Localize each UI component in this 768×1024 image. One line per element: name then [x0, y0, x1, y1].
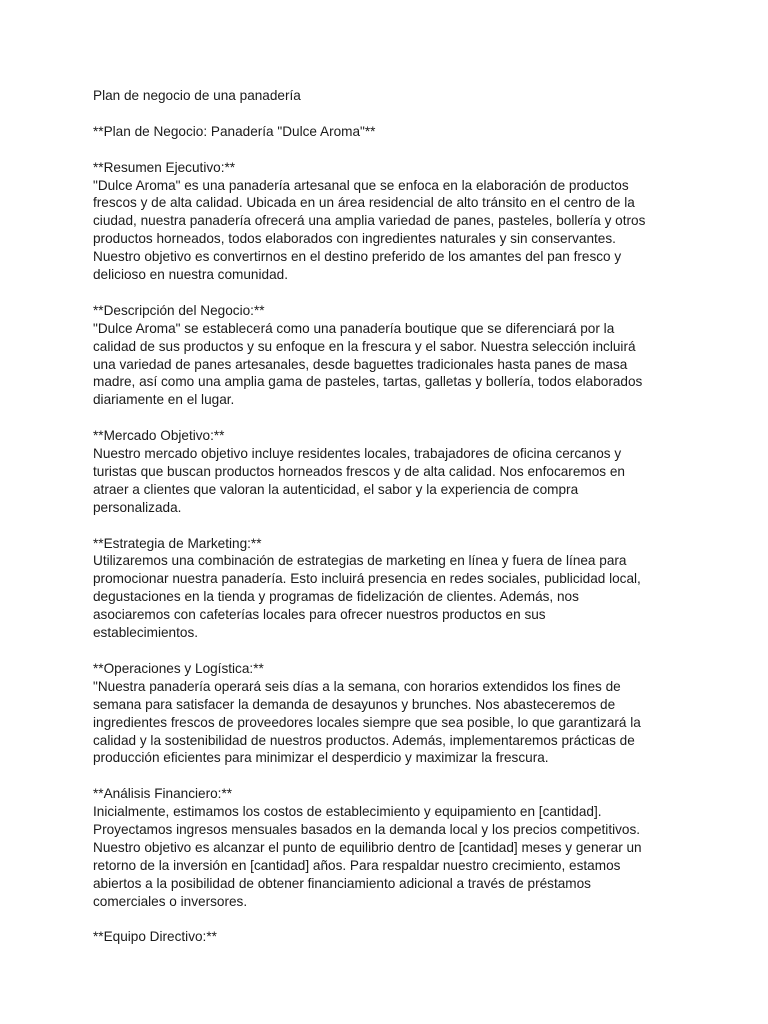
plan-heading-block — [93, 123, 653, 141]
section-body: "Dulce Aroma" se establecerá como una panadería boutique que se diferenciará por la calidad de sus productos y su enfoque en la frescura y el sabor. Nuestra selección incluirá una variedad de panes artesanales, desde baguettes tradicionales hasta panes de masa madre, así como una amplia gama de pasteles, tartas, galletas y bollería, todos elaborados diariamente en el lugar. — [93, 320, 643, 408]
section-heading: **Descripción del Negocio:** — [93, 302, 265, 318]
section-heading: **Equipo Directivo:** — [93, 929, 217, 945]
section-estrategia-marketing — [93, 535, 653, 642]
document-body — [93, 87, 653, 964]
section-operaciones-logistica — [93, 660, 653, 767]
section-body: "Dulce Aroma" es una panadería artesanal que se enfoca en la elaboración de productos frescos y de alta calidad. Ubicada en un área residencial de alto tránsito en el centro de la ciudad, nuestra panadería ofrecerá una amplia variedad de panes, pasteles, bollería y otros productos horneados, todos elaborados con ingredientes naturales y sin conservantes. Nuestro objetivo es convertirnos en el destino preferido de los amantes del pan fresco y delicioso en nuestra comunidad. — [93, 177, 646, 283]
plan-heading: **Plan de Negocio: Panadería "Dulce Aroma"** — [93, 123, 376, 139]
section-equipo-directivo — [93, 928, 653, 946]
section-descripcion-negocio — [93, 302, 653, 409]
section-heading: **Operaciones y Logística:** — [93, 660, 264, 676]
section-body: Nuestro mercado objetivo incluye residentes locales, trabajadores de oficina cercanos y turistas que buscan productos horneados frescos y de alta calidad. Nos enfocaremos en atraer a clientes que valoran la autenticidad, el sabor y la experiencia de compra personalizada. — [93, 446, 625, 515]
document-title: Plan de negocio de una panadería — [93, 88, 301, 103]
section-body: Inicialmente, estimamos los costos de establecimiento y equipamiento en [cantidad]. Proyectamos ingresos mensuales basados en la demanda local y los precios competitivos. Nuestro objetivo es alcanzar el punto de equilibrio dentro de [cantidad] meses y generar un retorno de la inversión en [cantidad] años. Para respaldar nuestro crecimiento, estamos abiertos a la posibilidad de obtener financiamiento adicional a través de préstamos comerciales o inversores. — [93, 804, 642, 909]
section-heading: **Análisis Financiero:** — [93, 786, 233, 802]
section-analisis-financiero — [93, 785, 653, 910]
section-heading: **Mercado Objetivo:** — [93, 428, 225, 444]
document-title-block — [93, 87, 653, 105]
section-body: Utilizaremos una combinación de estrategias de marketing en línea y fuera de línea para promocionar nuestra panadería. Esto incluirá presencia en redes sociales, publicidad local, degustaciones en la tienda y programas de fidelización de clientes. Además, nos asociaremos con cafeterías locales para ofrecer nuestros productos en sus establecimientos. — [93, 553, 641, 641]
section-heading: **Estrategia de Marketing:** — [93, 535, 262, 551]
section-mercado-objetivo — [93, 427, 653, 517]
section-resumen-ejecutivo — [93, 159, 653, 284]
section-heading: **Resumen Ejecutivo:** — [93, 159, 236, 175]
section-body: "Nuestra panadería operará seis días a la semana, con horarios extendidos los fines de semana para satisfacer la demanda de desayunos y brunches. Nos abasteceremos de ingredientes frescos de proveedores locales siempre que sea posible, lo que garantizará la calidad y la sostenibilidad de nuestros productos. Además, implementaremos prácticas de producción eficientes para minimizar el desperdicio y maximizar la frescura. — [93, 678, 641, 766]
